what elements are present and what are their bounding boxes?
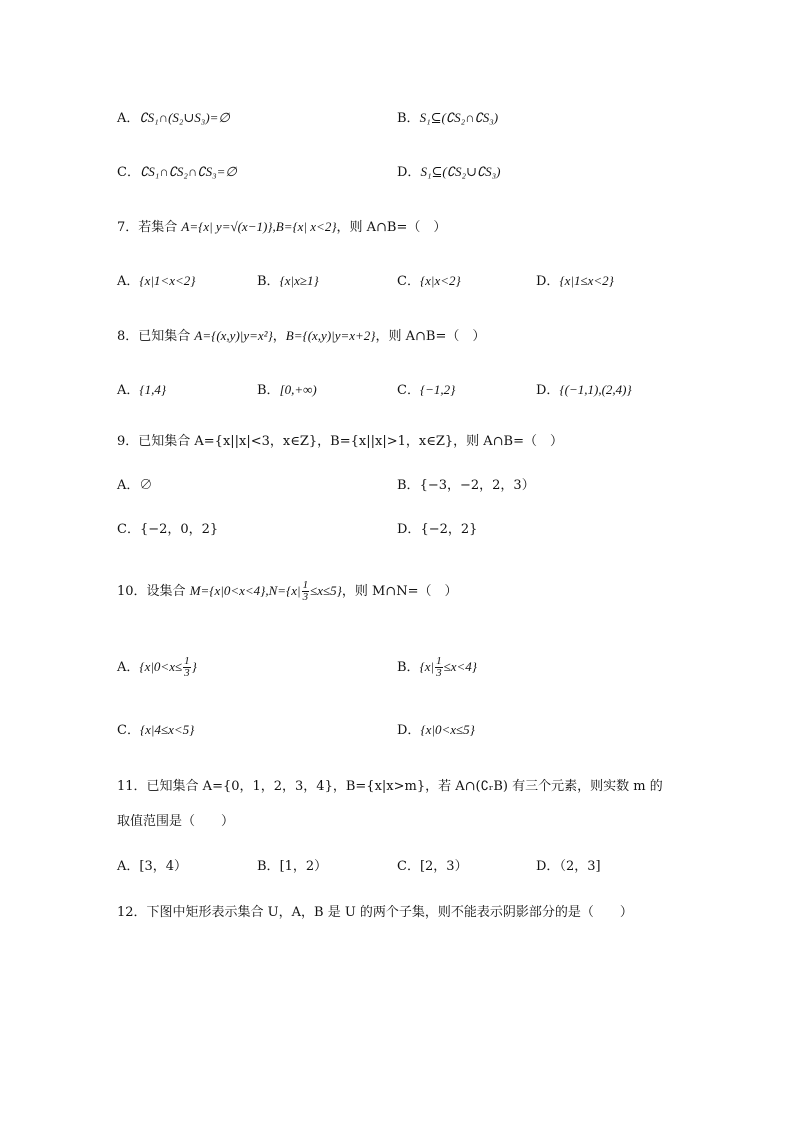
q10-option-b: B．{x| $\frac{1}{3}$ ≤x<4}: [397, 655, 477, 679]
q6-option-a: A．∁S₁∩(S₂∪S₃)=∅: [117, 110, 230, 126]
q6-option-c: C．∁S₁∩∁S₂∩∁S₃=∅: [117, 164, 237, 180]
q8-option-c: C．{−1,2}: [397, 382, 456, 398]
q7-option-d: D．{x|1≤x<2}: [536, 273, 614, 289]
q8-stem: 8．已知集合 A={(x,y)|y=x²}，B={(x,y)|y=x+2}，则 A∩B=（ ）: [117, 328, 486, 344]
fraction-one-third: $\frac{1}{3}$: [184, 655, 190, 679]
q7-option-a: A．{x|1<x<2}: [117, 273, 196, 289]
q9-option-b: B．{−3，−2，2，3）: [397, 478, 535, 493]
q10-stem: 10．设集合 M={x|0<x<4},N={x| $\frac{1}{3}$ ≤x≤5}，则 M∩N=（ ）: [117, 579, 458, 603]
q11-option-b: B．[1，2）: [257, 859, 328, 874]
q8-option-d: D．{(−1,1),(2,4)}: [536, 382, 632, 398]
fraction-one-third: $\frac{1}{3}$: [436, 655, 442, 679]
fraction-one-third: $\frac{1}{3}$: [302, 579, 309, 603]
q10-option-d: D．{x|0<x≤5}: [397, 722, 475, 738]
q6-option-d: D．S₁⊆(∁S₂∪∁S₃): [397, 164, 501, 180]
q9-option-d: D．{−2，2}: [397, 522, 478, 537]
q11-stem-line2: 取值范围是（ ）: [117, 814, 235, 829]
q6-option-b: B．S₁⊆(∁S₂∩∁S₃): [397, 110, 499, 126]
q9-option-a: A．∅: [117, 478, 153, 493]
q9-option-c: C．{−2，0，2}: [117, 522, 219, 537]
q10-option-c: C．{x|4≤x<5}: [117, 722, 195, 738]
q11-option-c: C．[2，3）: [397, 859, 468, 874]
q12-stem: 12．下图中矩形表示集合 U，A，B 是 U 的两个子集，则不能表示阴影部分的是（ ）: [117, 905, 633, 920]
q11-option-a: A．[3，4）: [117, 859, 188, 874]
q7-stem: 7．若集合 A={x| y=√(x−1)},B={x| x<2}，则 A∩B=（ ）: [117, 219, 447, 235]
q10-option-a: A．{x|0<x≤ $\frac{1}{3}$ }: [117, 655, 197, 679]
q11-option-d: D．（2，3]: [536, 859, 601, 874]
q8-option-b: B．[0,+∞): [257, 382, 317, 398]
q7-option-c: C．{x|x<2}: [397, 273, 461, 289]
q11-stem-line1: 11．已知集合 A={0，1，2，3，4}，B={x|x>m}，若 A∩(∁ᵣB) 有三个元素，则实数 m 的: [117, 779, 663, 794]
q9-stem: 9．已知集合 A={x||x|<3，x∈Z}，B={x||x|>1，x∈Z}，则 A∩B=（ ）: [117, 434, 563, 449]
q8-option-a: A．{1,4}: [117, 382, 167, 398]
q7-option-b: B．{x|x≥1}: [257, 273, 319, 289]
